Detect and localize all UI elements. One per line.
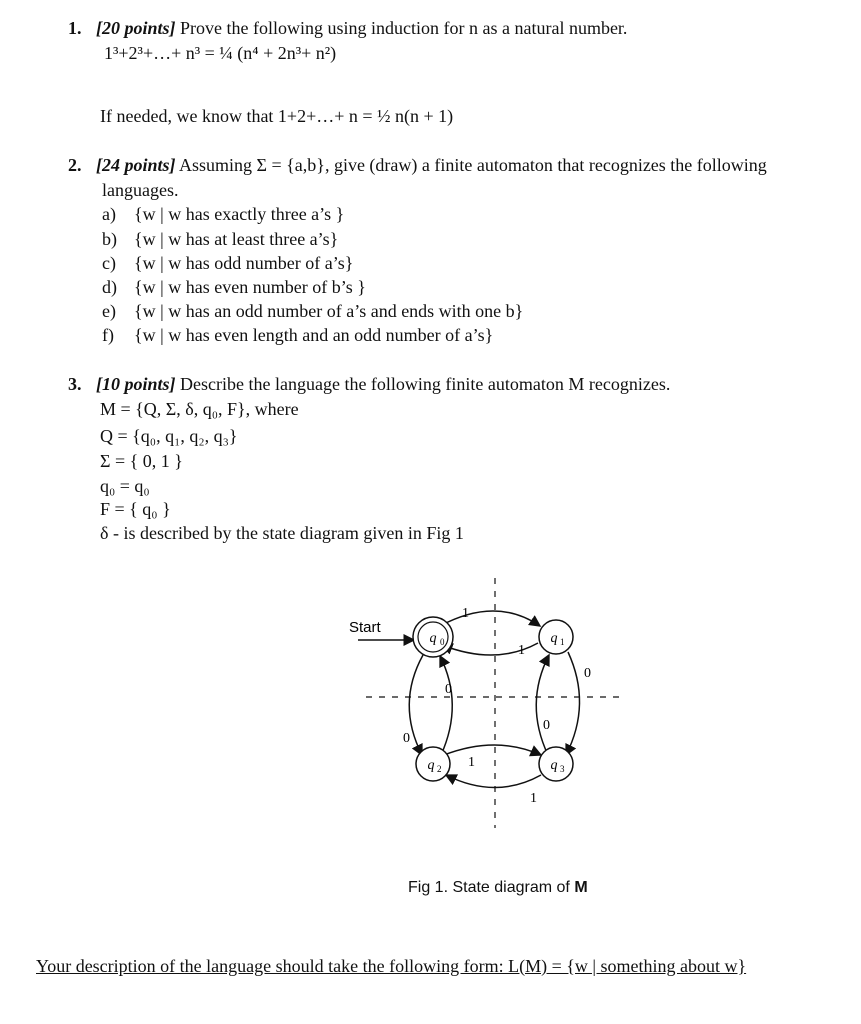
q3-points: [10 points] (96, 374, 176, 394)
q2-item-text: {w | w has exactly three a’s } (134, 204, 345, 224)
q2-text-cont: languages. (102, 180, 179, 200)
q3-def: M = {Q, Σ, δ, q₀, F}, where (100, 399, 299, 419)
edge-q0-q2 (409, 655, 423, 755)
transition-label: 1 (468, 755, 475, 770)
figure-caption (408, 879, 588, 897)
q2-item-label: e) (102, 301, 116, 321)
q1-text: Prove the following using induction for n as a natural number. (180, 18, 628, 38)
q2-item-label: f) (102, 325, 114, 345)
svg-text:0: 0 (440, 637, 445, 647)
q1-points: [20 points] (96, 18, 176, 38)
caption-machine: M (574, 879, 588, 896)
q2-text: Assuming Σ = {a,b}, give (draw) a finite automaton that recognizes the following (179, 155, 767, 175)
transition-label: 0 (543, 718, 550, 733)
svg-text:q: q (427, 758, 435, 773)
caption-text: Fig 1. State diagram of (408, 879, 575, 896)
footer-instruction: Your description of the language should take the following form: L(M) = {w | something about w} (36, 956, 747, 976)
edge-q2-q3 (444, 745, 541, 755)
state-q2 (416, 747, 450, 781)
q3-text: Describe the language the following finite automaton M recognizes. (180, 374, 671, 394)
state-q3 (539, 747, 573, 781)
q2-item-label: b) (102, 229, 117, 249)
q2-item-label: c) (102, 253, 116, 273)
svg-text:q: q (429, 631, 437, 646)
edge-q3-q2 (446, 775, 541, 788)
q3-def: F = { q₀ } (100, 499, 171, 519)
transition-label: 1 (462, 606, 469, 621)
q3-def: Σ = { 0, 1 } (100, 451, 183, 471)
q3-def: q₀ = q₀ (100, 476, 150, 496)
start-label: Start (349, 619, 381, 636)
q2-item-text: {w | w has at least three a’s} (134, 229, 339, 249)
q2-number: 2. (68, 155, 82, 175)
svg-text:3: 3 (560, 764, 565, 774)
q1-number: 1. (68, 18, 82, 38)
transition-label: 0 (445, 682, 452, 697)
edge-q0-q1 (440, 611, 540, 626)
edge-q3-q1 (536, 655, 549, 755)
state-q0 (413, 617, 453, 657)
svg-text:2: 2 (437, 764, 442, 774)
q1-hint: If needed, we know that 1+2+…+ n = ½ n(n + 1) (100, 106, 454, 126)
q2-item-text: {w | w has even number of b’s } (134, 277, 366, 297)
edge-q2-q0 (440, 656, 452, 755)
svg-text:q: q (550, 758, 558, 773)
q2-points: [24 points] (96, 155, 176, 175)
q3-def: Q = {q₀, q₁, q₂, q₃} (100, 426, 238, 446)
svg-text:1: 1 (560, 637, 565, 647)
q2-item-text: {w | w has even length and an odd number of a’s} (134, 325, 494, 345)
transition-label: 0 (403, 731, 410, 746)
q2-item-text: {w | w has odd number of a’s} (134, 253, 354, 273)
q2-item-label: d) (102, 277, 117, 297)
transition-label: 0 (584, 666, 591, 681)
svg-text:q: q (550, 631, 558, 646)
q1-formula: 1³+2³+…+ n³ = ¼ (n⁴ + 2n³+ n²) (104, 43, 337, 63)
transition-label: 1 (530, 791, 537, 806)
q2-item-text: {w | w has an odd number of a’s and ends with one b} (134, 301, 524, 321)
transition-label: 1 (518, 643, 525, 658)
q2-item-label: a) (102, 204, 116, 224)
q3-number: 3. (68, 374, 82, 394)
q3-def: δ - is described by the state diagram given in Fig 1 (100, 523, 464, 543)
edge-q1-q3 (566, 652, 580, 755)
state-q1 (539, 620, 573, 654)
